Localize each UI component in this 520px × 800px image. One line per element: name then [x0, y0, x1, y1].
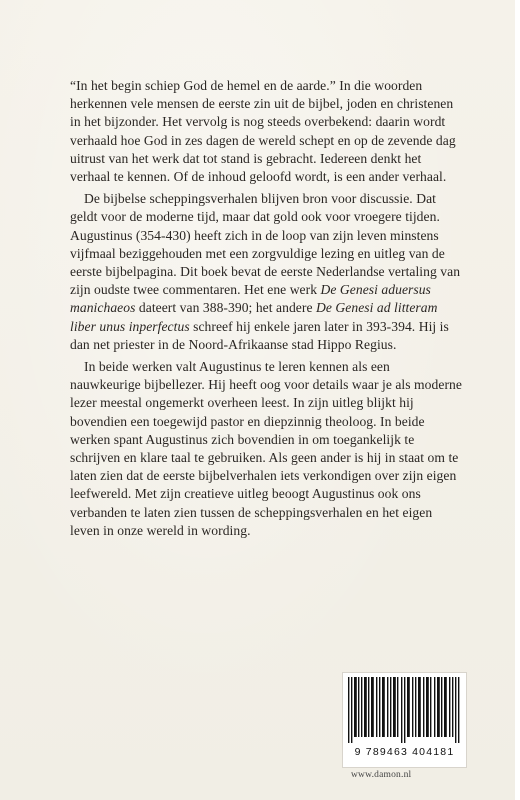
publisher-website[interactable]: www.damon.nl — [351, 770, 412, 780]
paragraph-3: In beide werken valt Augustinus te leren kennen als een nauwkeurige bijbellezer. Hij heeft oog voor details waar je als moderne lezer meestal ongemerkt overheen leest. In zijn uitleg blijkt hij bovendien een toegewijd pastor en diepzinnig theoloog. In beide werken spant Augustinus zich bovendien in om toegankelijk te schrijven en klare taal te gebruiken. Als geen ander is hij in staat om te laten zien dat de eerste bijbelverhalen iets verkondigen over zijn eigen leefwereld. Met zijn creatieve uitleg beoogt Augustinus ook ons verbanden te laten zien tussen de scheppingsverhalen en het eigen leven in onze wereld in wording. — [70, 359, 462, 538]
title-de-genesi-manichaeos: De Genesi aduersus manichaeos — [70, 282, 431, 316]
paragraph-2-part-b: dateert van 388-390; het andere — [135, 300, 316, 316]
isbn-barcode — [342, 672, 467, 768]
blurb-text — [70, 77, 462, 540]
isbn-number: 9 789463 404181 — [354, 746, 455, 758]
title-de-genesi-ad-litteram: De Genesi ad litteram liber unus inperfectus — [70, 300, 438, 334]
paragraph-2-part-c: schreef hij enkele jaren later in 393-394. Hij is dan net priester in de Noord-Afrikaanse stad Hippo Regius. — [70, 318, 449, 352]
barcode-bars-icon — [346, 677, 462, 743]
paragraph-1: “In het begin schiep God de hemel en de aarde.” In die woorden herkennen vele mensen de eerste zin uit de bijbel, joden en christenen in het bijzonder. Het vervolg is nog steeds overbekend: daarin wordt verhaald hoe God in zes dagen de wereld schept en op de zevende dag uitrust van het werk dat tot stand is gebracht. Iedereen denkt het verhaal te kennen. Of de inhoud geloofd wordt, is een ander verhaal. — [70, 78, 456, 185]
paragraph-2 — [70, 190, 462, 354]
paragraph-2-part-a: De bijbelse scheppingsverhalen blijven bron voor discussie. Dat geldt voor de moderne tijd, maar dat gold ook voor vroegere tijden. Augustinus (354-430) heeft zich in de loop van zijn leven minstens vijfmaal beziggehouden met een zorgvuldige lezing en uitleg van de eerste bijbelpagina. Dit boek bevat de eerste Nederlandse vertaling van zijn oudste twee commentaren. Het ene werk — [70, 191, 461, 298]
